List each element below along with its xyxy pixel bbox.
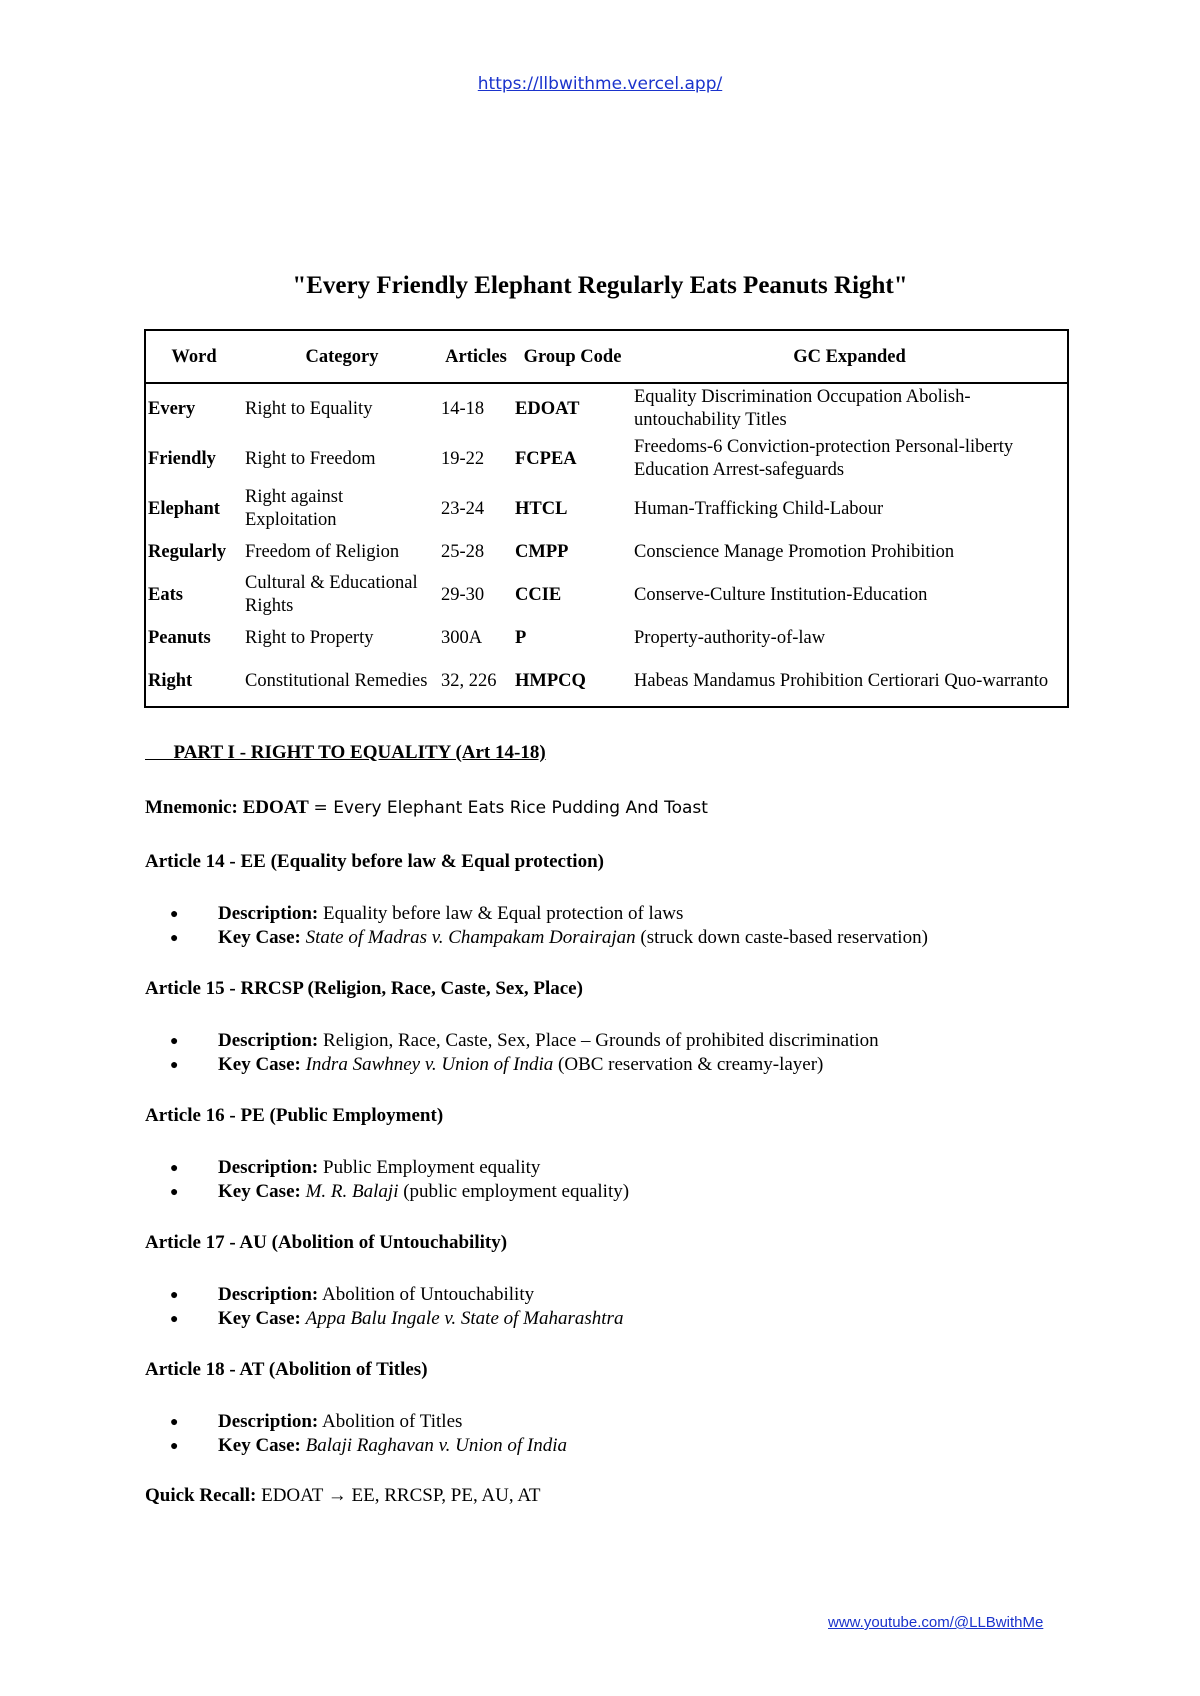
description-label: Description: xyxy=(218,903,319,924)
article-16-list xyxy=(170,1156,629,1204)
mnemonic-line xyxy=(145,797,708,819)
quick-recall-label: Quick Recall: xyxy=(145,1485,257,1506)
cell-word: Eats xyxy=(148,584,183,605)
cell-group-code: EDOAT xyxy=(515,398,580,419)
cell-category: Right against Exploitation xyxy=(245,487,344,530)
description-text: Abolition of Untouchability xyxy=(321,1284,535,1305)
cell-category: Constitutional Remedies xyxy=(245,670,428,691)
header-link[interactable]: https://llbwithme.vercel.app/ xyxy=(477,74,723,94)
article-15-list xyxy=(170,1029,879,1077)
table-row xyxy=(145,620,1068,656)
cell-gc-expanded: Conscience Manage Promotion Prohibition xyxy=(634,541,955,562)
cell-gc-expanded: Property-authority-of-law xyxy=(634,627,826,648)
cell-category: Right to Equality xyxy=(245,398,373,419)
footer-url xyxy=(828,1614,1043,1631)
cell-category: Right to Freedom xyxy=(245,448,376,469)
article-16-title: Article 16 - PE (Public Employment) xyxy=(145,1105,444,1126)
cell-group-code: CCIE xyxy=(515,584,562,605)
table-row xyxy=(145,656,1068,707)
table-row xyxy=(145,484,1068,534)
bullet-icon: ● xyxy=(170,1185,179,1200)
quick-recall-text: EDOAT → EE, RRCSP, PE, AU, AT xyxy=(261,1485,541,1506)
description-label: Description: xyxy=(218,1030,319,1051)
mnemonic-code: EDOAT xyxy=(242,797,309,818)
key-case-name: State of Madras v. Champakam Dorairajan xyxy=(305,927,636,948)
list-item xyxy=(170,1283,623,1307)
mnemonic-text: = Every Elephant Eats Rice Pudding And Toast xyxy=(313,798,708,818)
list-item xyxy=(170,1053,879,1077)
header-word: Word xyxy=(145,330,242,383)
section-heading-text: PART I - RIGHT TO EQUALITY (Art 14-18) xyxy=(173,742,546,763)
description-label: Description: xyxy=(218,1157,319,1178)
header-articles: Articles xyxy=(439,330,513,383)
cell-gc-expanded: Freedoms-6 Conviction-protection Personal-liberty Education Arrest-safeguards xyxy=(634,437,1014,480)
mnemonic-label: Mnemonic: xyxy=(145,797,238,818)
bullet-icon: ● xyxy=(170,1034,179,1049)
description-text: Abolition of Titles xyxy=(321,1411,463,1432)
list-item xyxy=(170,1029,879,1053)
bullet-icon: ● xyxy=(170,931,179,946)
key-case-label: Key Case: xyxy=(218,1054,301,1075)
header-gc-expanded: GC Expanded xyxy=(632,330,1068,383)
key-case-note: (public employment equality) xyxy=(403,1181,630,1202)
cell-gc-expanded: Equality Discrimination Occupation Abolish-untouchability Titles xyxy=(634,387,971,430)
article-18-list xyxy=(170,1410,567,1458)
cell-category: Right to Property xyxy=(245,627,374,648)
header-url xyxy=(0,74,1200,94)
cell-articles: 29-30 xyxy=(441,584,485,605)
description-text: Religion, Race, Caste, Sex, Place – Grounds of prohibited discrimination xyxy=(323,1030,879,1051)
bullet-icon: ● xyxy=(170,1058,179,1073)
article-14-list xyxy=(170,902,928,950)
page-title: "Every Friendly Elephant Regularly Eats Peanuts Right" xyxy=(292,272,908,299)
cell-word: Elephant xyxy=(148,498,220,519)
bullet-icon: ● xyxy=(170,1288,179,1303)
description-label: Description: xyxy=(218,1411,319,1432)
description-text: Public Employment equality xyxy=(323,1157,541,1178)
key-case-name: Balaji Raghavan v. Union of India xyxy=(305,1435,567,1456)
key-case-note: (struck down caste-based reservation) xyxy=(640,927,928,948)
cell-articles: 32, 226 xyxy=(441,670,497,691)
article-15-title: Article 15 - RRCSP (Religion, Race, Caste, Sex, Place) xyxy=(145,978,583,999)
article-18-title: Article 18 - AT (Abolition of Titles) xyxy=(145,1359,428,1380)
section-heading xyxy=(145,742,546,764)
cell-articles: 25-28 xyxy=(441,541,485,562)
cell-group-code: P xyxy=(515,627,527,648)
table-row xyxy=(145,434,1068,484)
bullet-icon: ● xyxy=(170,1161,179,1176)
cell-word: Friendly xyxy=(148,448,216,469)
cell-word: Peanuts xyxy=(148,627,211,648)
list-item xyxy=(170,1156,629,1180)
bullet-icon: ● xyxy=(170,907,179,922)
table-row xyxy=(145,534,1068,570)
list-item xyxy=(170,902,928,926)
key-case-note: (OBC reservation & creamy-layer) xyxy=(558,1054,824,1075)
cell-articles: 19-22 xyxy=(441,448,485,469)
table-row xyxy=(145,570,1068,620)
cell-gc-expanded: Human-Trafficking Child-Labour xyxy=(634,498,884,519)
bullet-icon: ● xyxy=(170,1415,179,1430)
list-item xyxy=(170,926,928,950)
cell-articles: 300A xyxy=(441,627,483,648)
key-case-name: M. R. Balaji xyxy=(305,1181,399,1202)
cell-group-code: CMPP xyxy=(515,541,569,562)
quick-recall xyxy=(145,1485,541,1507)
list-item xyxy=(170,1434,567,1458)
header-group-code: Group Code xyxy=(513,330,632,383)
key-case-label: Key Case: xyxy=(218,927,301,948)
cell-gc-expanded: Conserve-Culture Institution-Education xyxy=(634,584,928,605)
cell-category: Cultural & Educational Rights xyxy=(245,573,418,616)
cell-articles: 14-18 xyxy=(441,398,485,419)
description-label: Description: xyxy=(218,1284,319,1305)
list-item xyxy=(170,1180,629,1204)
key-case-name: Indra Sawhney v. Union of India xyxy=(305,1054,554,1075)
cell-gc-expanded: Habeas Mandamus Prohibition Certiorari Quo-warranto xyxy=(634,670,1049,691)
bullet-icon: ● xyxy=(170,1439,179,1454)
header-category: Category xyxy=(242,330,439,383)
cell-group-code: HMPCQ xyxy=(515,670,586,691)
article-17-title: Article 17 - AU (Abolition of Untouchability) xyxy=(145,1232,508,1253)
list-item xyxy=(170,1410,567,1434)
article-17-list xyxy=(170,1283,623,1331)
section-heading-indent xyxy=(145,742,174,763)
description-text: Equality before law & Equal protection of laws xyxy=(323,903,684,924)
table-header-row xyxy=(145,330,1068,383)
key-case-label: Key Case: xyxy=(218,1308,301,1329)
key-case-label: Key Case: xyxy=(218,1181,301,1202)
cell-word: Regularly xyxy=(148,541,227,562)
table-row xyxy=(145,383,1068,434)
cell-group-code: HTCL xyxy=(515,498,568,519)
cell-category: Freedom of Religion xyxy=(245,541,400,562)
key-case-label: Key Case: xyxy=(218,1435,301,1456)
key-case-name: Appa Balu Ingale v. State of Maharashtra xyxy=(305,1308,624,1329)
cell-word: Every xyxy=(148,398,196,419)
article-14-title: Article 14 - EE (Equality before law & Equal protection) xyxy=(145,851,604,872)
bullet-icon: ● xyxy=(170,1312,179,1327)
cell-group-code: FCPEA xyxy=(515,448,577,469)
cell-articles: 23-24 xyxy=(441,498,485,519)
mnemonic-table xyxy=(144,329,1069,708)
list-item xyxy=(170,1307,623,1331)
cell-word: Right xyxy=(148,670,193,691)
footer-link[interactable]: www.youtube.com/@LLBwithMe xyxy=(828,1614,1044,1631)
